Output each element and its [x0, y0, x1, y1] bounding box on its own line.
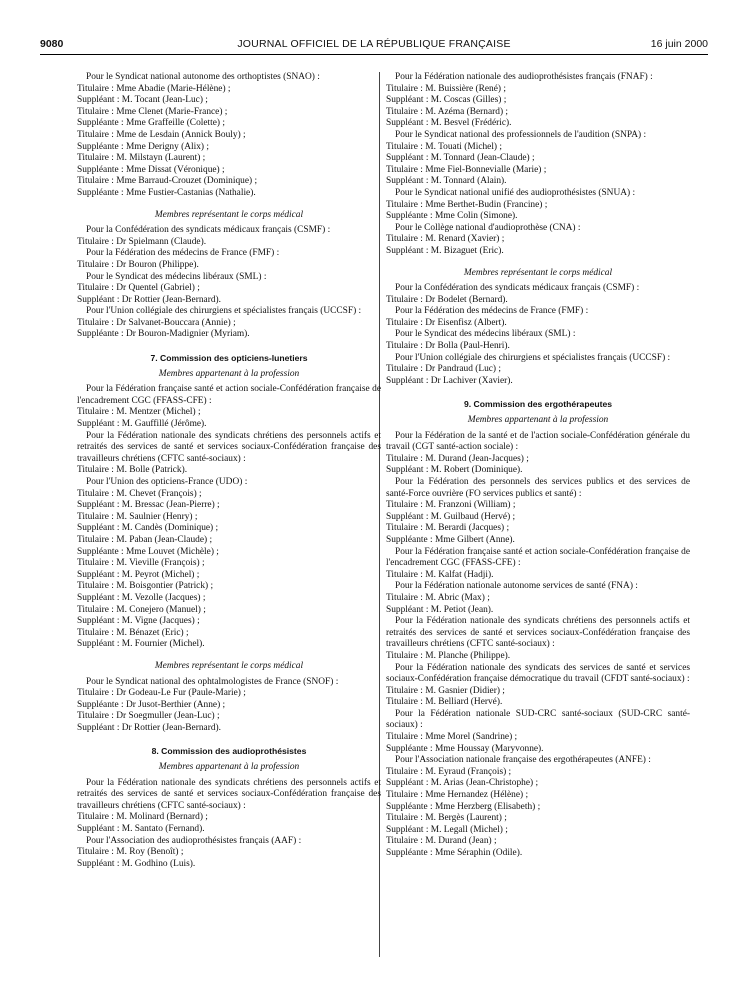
- member-line: Suppléante : Mme Séraphin (Odile).: [386, 848, 523, 858]
- member-line: Titulaire : Mme Abadie (Marie-Hélène) ;: [77, 83, 231, 94]
- section-heading: 9. Commission des ergothérapeutes: [463, 399, 613, 410]
- member-line: Titulaire : M. Berardi (Jacques) ;: [386, 523, 510, 534]
- member-line: Suppléante : Dr Bouron-Madignier (Myriam).: [77, 329, 250, 340]
- member-list: [386, 593, 690, 616]
- member-line: Suppléant : M. Godhino (Luis).: [77, 858, 196, 869]
- member-line: Titulaire : M. Bergès (Laurent) ;: [386, 813, 507, 824]
- member-line: Titulaire : M. Buissière (René) ;: [386, 83, 506, 94]
- member-line: Suppléant : M. Vigne (Jacques) ;: [77, 616, 200, 627]
- member-list: [386, 234, 690, 257]
- member-list: [77, 489, 381, 651]
- member-line: Titulaire : Mme Morel (Sandrine) ;: [386, 732, 518, 743]
- member-list: [77, 283, 381, 306]
- member-list: [77, 318, 381, 341]
- member-line: Titulaire : Dr Godeau-Le Fur (Paule-Marie) ;: [77, 688, 246, 699]
- member-list: [386, 732, 690, 755]
- member-line: Titulaire : Mme Hernandez (Hélène) ;: [386, 790, 529, 801]
- member-line: Titulaire : M. Durand (Jean) ;: [386, 836, 497, 847]
- member-line: Suppléant : M. Tocant (Jean-Luc) ;: [77, 95, 208, 106]
- member-line: Titulaire : Dr Eisenfisz (Albert).: [386, 317, 507, 328]
- member-list: [77, 812, 381, 835]
- member-line: Titulaire : Mme de Lesdain (Annick Bouly) ;: [77, 129, 246, 140]
- member-line: Titulaire : Mme Fiel-Bonnevialle (Marie) ;: [386, 164, 547, 175]
- member-list: [77, 465, 381, 477]
- org-intro: Pour le Syndicat national unifié des audioprothésistes (SNUA) :: [395, 187, 636, 198]
- subsection-title: Membres appartenant à la profession: [467, 415, 609, 426]
- member-list: [386, 341, 690, 353]
- member-line: Titulaire : M. Vieville (François) ;: [77, 558, 205, 569]
- section-heading: 8. Commission des audioprothésistes: [151, 746, 307, 757]
- org-intro: Pour le Syndicat national des professionnels de l'audition (SNPA) :: [395, 129, 647, 140]
- member-line: Suppléante : Dr Jusot-Berthier (Anne) ;: [77, 699, 226, 710]
- journal-title: JOURNAL OFFICIEL DE LA RÉPUBLIQUE FRANÇAISE: [237, 38, 511, 50]
- member-line: Suppléant : M. Legall (Michel) ;: [386, 824, 508, 835]
- member-line: Suppléante : Mme Houssay (Maryvonne).: [386, 743, 544, 754]
- member-line: Titulaire : Mme Barraud-Crouzet (Dominique) ;: [77, 176, 258, 187]
- member-line: Titulaire : M. Gasnier (Didier) ;: [386, 685, 505, 696]
- member-line: Suppléant : M. Guilbaud (Hervé) ;: [386, 511, 516, 522]
- org-intro: Pour la Fédération nationale des syndicats chrétiens des personnels actifs et retraités des services de santé et services sociaux-Confédération française des travailleurs chrétiens (CFTC santé-sociaux) :: [386, 616, 690, 650]
- member-line: Titulaire : M. Paban (Jean-Claude) ;: [77, 534, 213, 545]
- member-line: Titulaire : M. Milstayn (Laurent) ;: [77, 153, 206, 164]
- section-heading: 7. Commission des opticiens-lunetiers: [150, 353, 308, 364]
- org-intro: Pour la Fédération nationale des syndicats des services de santé et services sociaux-Confédération française démocratique du travail (CFDT santé-sociaux) :: [386, 662, 690, 685]
- member-line: Suppléante : Mme Dissat (Véronique) ;: [77, 164, 225, 175]
- member-line: Suppléant : Dr Rottier (Jean-Bernard).: [77, 722, 221, 733]
- subsection-title: Membres représentant le corps médical: [463, 267, 613, 278]
- member-line: Suppléant : M. Gauffillé (Jérôme).: [77, 419, 207, 430]
- member-line: Titulaire : M. Mentzer (Michel) ;: [77, 407, 201, 418]
- member-line: Suppléante : Mme Fustier-Castanias (Nathalie).: [77, 187, 256, 198]
- left-column: [77, 72, 381, 870]
- member-line: Suppléant : M. Robert (Dominique).: [386, 465, 523, 476]
- org-intro: Pour la Fédération nationale des syndicats chrétiens des personnels actifs et retraités des services de santé et services sociaux-Confédération française des travailleurs chrétiens (CFTC santé-sociaux) :: [77, 777, 381, 811]
- org-intro: Pour le Syndicat des médecins libéraux (SML) :: [395, 329, 576, 340]
- member-line: Titulaire : Mme Berthet-Budin (Francine) ;: [386, 199, 548, 210]
- member-list: [386, 200, 690, 223]
- member-line: Suppléant : M. Coscas (Gilles) ;: [386, 95, 507, 106]
- member-line: Suppléant : M. Peyrot (Michel) ;: [77, 569, 200, 580]
- right-column: [386, 72, 690, 860]
- member-list: [77, 407, 381, 430]
- org-intro: Pour la Fédération des médecins de France (FMF) :: [86, 248, 280, 259]
- member-line: Suppléant : M. Vezolle (Jacques) ;: [77, 592, 206, 603]
- member-line: Titulaire : Dr Quentel (Gabriel) ;: [77, 283, 200, 294]
- member-line: Titulaire : M. Abric (Max) ;: [386, 592, 490, 603]
- member-line: Suppléant : M. Arias (Jean-Christophe) ;: [386, 778, 539, 789]
- member-line: Titulaire : Dr Bouron (Philippe).: [77, 259, 199, 270]
- member-list: [77, 688, 381, 734]
- member-list: [386, 651, 690, 663]
- org-intro: Pour le Syndicat national des ophtalmologistes de France (SNOF) :: [86, 676, 339, 687]
- org-intro: Pour le Syndicat national autonome des orthoptistes (SNAO) :: [86, 72, 320, 82]
- subsection-title: Membres représentant le corps médical: [154, 209, 304, 220]
- member-line: Titulaire : M. Bénazet (Eric) ;: [77, 627, 189, 638]
- member-line: Titulaire : M. Planche (Philippe).: [386, 650, 511, 661]
- member-line: Titulaire : Dr Bodelet (Bernard).: [386, 294, 508, 305]
- member-line: Suppléante : Mme Derigny (Alix) ;: [77, 141, 210, 152]
- member-line: Suppléant : M. Candès (Dominique) ;: [77, 523, 219, 534]
- member-list: [386, 767, 690, 860]
- member-line: Titulaire : Dr Soegmuller (Jean-Luc) ;: [77, 711, 220, 722]
- member-line: Titulaire : Dr Spielmann (Claude).: [77, 236, 207, 247]
- member-list: [77, 260, 381, 272]
- member-line: Suppléant : M. Petiot (Jean).: [386, 604, 494, 615]
- member-list: [386, 295, 690, 307]
- org-intro: Pour la Fédération des médecins de France (FMF) :: [395, 306, 589, 317]
- org-intro: Pour l'Union des opticiens-France (UDO) :: [86, 477, 248, 487]
- member-line: Titulaire : M. Molinard (Bernard) ;: [77, 812, 208, 823]
- subsection-title: Membres appartenant à la profession: [158, 368, 300, 379]
- member-list: [386, 454, 690, 477]
- org-intro: Pour la Confédération des syndicats médicaux français (CSMF) :: [86, 225, 331, 236]
- member-line: Titulaire : M. Kalfat (Hadji).: [386, 569, 494, 580]
- member-line: Suppléante : Mme Herzberg (Elisabeth) ;: [386, 801, 541, 812]
- org-intro: Pour l'Association nationale française des ergothérapeutes (ANFE) :: [395, 755, 651, 766]
- member-line: Titulaire : Dr Bolla (Paul-Henri).: [386, 341, 510, 352]
- issue-date: 16 juin 2000: [650, 38, 708, 50]
- org-intro: Pour l'Association des audioprothésistes français (AAF) :: [86, 835, 302, 846]
- org-intro: Pour l'Union collégiale des chirurgiens et spécialistes français (UCCSF) :: [86, 306, 362, 317]
- page-header: [40, 38, 708, 55]
- member-line: Titulaire : M. Franzoni (William) ;: [386, 500, 516, 511]
- member-line: Titulaire : M. Belliard (Hervé).: [386, 697, 503, 708]
- org-intro: Pour la Fédération française santé et action sociale-Confédération française de l'encadrement CGC (FFASS-CFE) :: [386, 546, 690, 569]
- member-line: Suppléant : M. Santato (Fernand).: [77, 824, 205, 835]
- member-line: Titulaire : M. Azéma (Bernard) ;: [386, 106, 509, 117]
- member-line: Suppléant : M. Bizaguet (Eric).: [386, 245, 504, 256]
- member-line: Titulaire : M. Bolle (Patrick).: [77, 465, 188, 476]
- member-line: Suppléante : Mme Louvet (Michèle) ;: [77, 546, 219, 557]
- member-line: Titulaire : M. Touati (Michel) ;: [386, 141, 503, 152]
- member-line: Suppléant : M. Besvel (Frédéric).: [386, 118, 512, 129]
- member-line: Titulaire : M. Renard (Xavier) ;: [386, 234, 505, 245]
- member-line: Suppléant : M. Bressac (Jean-Pierre) ;: [77, 500, 220, 511]
- member-line: Titulaire : M. Conejero (Manuel) ;: [77, 604, 206, 615]
- member-list: [77, 237, 381, 249]
- member-list: [386, 318, 690, 330]
- member-line: Suppléante : Mme Colin (Simone).: [386, 211, 518, 222]
- member-list: [386, 686, 690, 709]
- member-line: Titulaire : M. Chevet (François) ;: [77, 488, 202, 499]
- member-list: [386, 570, 690, 582]
- member-line: Titulaire : M. Roy (Benoît) ;: [77, 847, 184, 858]
- org-intro: Pour la Fédération nationale des audioprothésistes français (FNAF) :: [395, 72, 653, 82]
- member-list: [386, 142, 690, 188]
- member-list: [386, 500, 690, 546]
- member-list: [77, 84, 381, 200]
- org-intro: Pour la Fédération des personnels des services publics et des services de santé-Force ouvrière (FO services publics et santé) :: [386, 477, 690, 499]
- org-intro: Pour la Fédération française santé et action sociale-Confédération française de l'encadrement CGC (FFASS-CFE) :: [77, 384, 381, 406]
- subsection-title: Membres appartenant à la profession: [158, 762, 300, 773]
- member-line: Suppléante : Mme Graffeille (Colette) ;: [77, 118, 225, 129]
- member-list: [77, 847, 381, 870]
- member-line: Suppléant : M. Tonnard (Jean-Claude) ;: [386, 153, 535, 164]
- member-line: Suppléant : M. Fournier (Michel).: [77, 639, 205, 650]
- member-list: [386, 364, 690, 387]
- member-line: Titulaire : Dr Salvanet-Bouccara (Annie) ;: [77, 317, 236, 328]
- member-line: Titulaire : Dr Pandraud (Luc) ;: [386, 364, 501, 375]
- member-line: Suppléant : Dr Lachiver (Xavier).: [386, 375, 513, 386]
- member-line: Titulaire : Mme Clenet (Marie-France) ;: [77, 106, 228, 117]
- org-intro: Pour la Confédération des syndicats médicaux français (CSMF) :: [395, 283, 640, 294]
- member-line: Suppléant : Dr Rottier (Jean-Bernard).: [77, 294, 221, 305]
- member-line: Suppléante : Mme Gilbert (Anne).: [386, 534, 515, 545]
- page-number: 9080: [40, 38, 64, 50]
- org-intro: Pour la Fédération nationale SUD-CRC santé-sociaux (SUD-CRC santé-sociaux) :: [386, 708, 690, 731]
- member-line: Titulaire : M. Eyraud (François) ;: [386, 766, 512, 777]
- org-intro: Pour le Collège national d'audioprothèse (CNA) :: [395, 222, 581, 233]
- member-line: Suppléant : M. Tonnard (Alain).: [386, 176, 507, 187]
- org-intro: Pour l'Union collégiale des chirurgiens et spécialistes français (UCCSF) :: [395, 352, 671, 363]
- org-intro: Pour la Fédération de la santé et de l'action sociale-Confédération générale du travail (CGT santé-action sociale) :: [386, 430, 690, 453]
- org-intro: Pour la Fédération nationale autonome services de santé (FNA) :: [395, 581, 638, 592]
- member-line: Titulaire : M. Saulnier (Henry) ;: [77, 511, 198, 522]
- member-list: [386, 84, 690, 130]
- member-line: Titulaire : M. Durand (Jean-Jacques) ;: [386, 453, 529, 464]
- org-intro: Pour la Fédération nationale des syndicats chrétiens des personnels actifs et retraités des services de santé et services sociaux-Confédération française des travailleurs chrétiens (CFTC santé-sociaux) :: [77, 430, 381, 464]
- subsection-title: Membres représentant le corps médical: [154, 660, 304, 671]
- member-line: Titulaire : M. Boisgontier (Patrick) ;: [77, 581, 214, 592]
- org-intro: Pour le Syndicat des médecins libéraux (SML) :: [86, 271, 267, 282]
